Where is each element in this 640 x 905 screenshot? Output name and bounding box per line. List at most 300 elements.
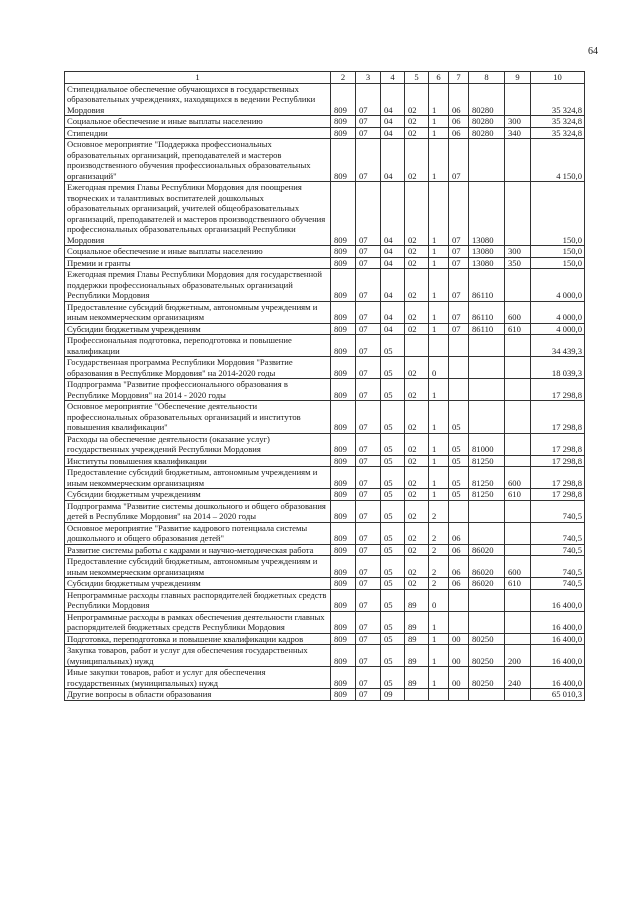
direction-code-cell: 86020 xyxy=(469,556,505,578)
subprogram-code-cell: 1 xyxy=(429,467,449,489)
expense-type-code-cell xyxy=(505,500,531,522)
ministry-code-cell: 809 xyxy=(331,357,356,379)
program-code-cell: 02 xyxy=(405,522,429,544)
subprogram-code-cell: 1 xyxy=(429,401,449,434)
program-code-cell: 02 xyxy=(405,467,429,489)
item-name-cell: Иные закупки товаров, работ и услуг для обеспечения государственных (муниципальных) нужд xyxy=(65,667,331,689)
amount-cell: 35 324,8 xyxy=(531,127,585,139)
subsection-code-cell: 04 xyxy=(381,139,405,182)
item-name-cell: Субсидии бюджетным учреждениям xyxy=(65,323,331,335)
ministry-code-cell: 809 xyxy=(331,379,356,401)
item-name-cell: Социальное обеспечение и иные выплаты населению xyxy=(65,246,331,258)
section-code-cell: 07 xyxy=(356,182,381,246)
section-code-cell: 07 xyxy=(356,116,381,128)
activity-code-cell: 06 xyxy=(449,83,469,116)
direction-code-cell xyxy=(469,689,505,701)
table-row xyxy=(65,257,585,269)
subprogram-code-cell xyxy=(429,335,449,357)
direction-code-cell: 13080 xyxy=(469,246,505,258)
activity-code-cell: 05 xyxy=(449,433,469,455)
item-name-cell: Институты повышения квалификации xyxy=(65,455,331,467)
expense-type-code-cell: 340 xyxy=(505,127,531,139)
table-row xyxy=(65,522,585,544)
amount-cell: 740,5 xyxy=(531,578,585,590)
subprogram-code-cell: 1 xyxy=(429,182,449,246)
table-row xyxy=(65,127,585,139)
subprogram-code-cell: 2 xyxy=(429,500,449,522)
expense-type-code-cell: 610 xyxy=(505,489,531,501)
ministry-code-cell: 809 xyxy=(331,323,356,335)
expense-type-code-cell xyxy=(505,379,531,401)
subsection-code-cell: 05 xyxy=(381,633,405,645)
activity-code-cell: 06 xyxy=(449,544,469,556)
expense-type-code-cell: 300 xyxy=(505,246,531,258)
amount-cell: 17 298,8 xyxy=(531,467,585,489)
subprogram-code-cell: 1 xyxy=(429,489,449,501)
subprogram-code-cell: 2 xyxy=(429,544,449,556)
direction-code-cell xyxy=(469,589,505,611)
table-row xyxy=(65,246,585,258)
program-code-cell: 02 xyxy=(405,269,429,302)
subprogram-code-cell: 1 xyxy=(429,645,449,667)
item-name-cell: Профессиональная подготовка, переподготовка и повышение квалификации xyxy=(65,335,331,357)
section-code-cell: 07 xyxy=(356,556,381,578)
item-name-cell: Подпрограмма "Развитие профессионального образования в Республике Мордовия" на 2014 - 2020 годы xyxy=(65,379,331,401)
section-code-cell: 07 xyxy=(356,544,381,556)
subsection-code-cell: 04 xyxy=(381,269,405,302)
table-row xyxy=(65,269,585,302)
subsection-code-cell: 05 xyxy=(381,335,405,357)
amount-cell: 17 298,8 xyxy=(531,455,585,467)
table-row xyxy=(65,556,585,578)
program-code-cell: 02 xyxy=(405,182,429,246)
program-code-cell: 89 xyxy=(405,589,429,611)
subprogram-code-cell: 2 xyxy=(429,556,449,578)
subsection-code-cell: 05 xyxy=(381,556,405,578)
amount-cell: 35 324,8 xyxy=(531,116,585,128)
ministry-code-cell: 809 xyxy=(331,116,356,128)
direction-code-cell xyxy=(469,500,505,522)
subsection-code-cell: 04 xyxy=(381,323,405,335)
amount-cell: 17 298,8 xyxy=(531,489,585,501)
table-row xyxy=(65,83,585,116)
header-cell: 2 xyxy=(331,72,356,84)
section-code-cell: 07 xyxy=(356,589,381,611)
activity-code-cell: 00 xyxy=(449,645,469,667)
activity-code-cell: 05 xyxy=(449,467,469,489)
activity-code-cell xyxy=(449,357,469,379)
direction-code-cell: 81250 xyxy=(469,489,505,501)
expense-type-code-cell: 240 xyxy=(505,667,531,689)
expense-type-code-cell xyxy=(505,689,531,701)
amount-cell: 34 439,3 xyxy=(531,335,585,357)
activity-code-cell: 07 xyxy=(449,257,469,269)
direction-code-cell: 81000 xyxy=(469,433,505,455)
direction-code-cell: 80280 xyxy=(469,127,505,139)
subsection-code-cell: 05 xyxy=(381,667,405,689)
section-code-cell: 07 xyxy=(356,489,381,501)
program-code-cell: 89 xyxy=(405,611,429,633)
direction-code-cell: 81250 xyxy=(469,467,505,489)
section-code-cell: 07 xyxy=(356,401,381,434)
ministry-code-cell: 809 xyxy=(331,689,356,701)
subprogram-code-cell: 1 xyxy=(429,127,449,139)
direction-code-cell: 86110 xyxy=(469,323,505,335)
ministry-code-cell: 809 xyxy=(331,269,356,302)
budget-table xyxy=(64,71,585,701)
header-cell: 1 xyxy=(65,72,331,84)
activity-code-cell xyxy=(449,689,469,701)
table-row xyxy=(65,379,585,401)
direction-code-cell: 13080 xyxy=(469,257,505,269)
amount-cell: 65 010,3 xyxy=(531,689,585,701)
expense-type-code-cell: 610 xyxy=(505,578,531,590)
program-code-cell: 89 xyxy=(405,645,429,667)
ministry-code-cell: 809 xyxy=(331,455,356,467)
ministry-code-cell: 809 xyxy=(331,433,356,455)
amount-cell: 35 324,8 xyxy=(531,83,585,116)
subsection-code-cell: 05 xyxy=(381,379,405,401)
section-code-cell: 07 xyxy=(356,455,381,467)
activity-code-cell: 00 xyxy=(449,633,469,645)
subsection-code-cell: 05 xyxy=(381,500,405,522)
table-row xyxy=(65,301,585,323)
expense-type-code-cell: 300 xyxy=(505,116,531,128)
amount-cell: 740,5 xyxy=(531,500,585,522)
program-code-cell: 89 xyxy=(405,667,429,689)
subsection-code-cell: 04 xyxy=(381,127,405,139)
direction-code-cell xyxy=(469,611,505,633)
activity-code-cell xyxy=(449,500,469,522)
direction-code-cell: 86110 xyxy=(469,301,505,323)
program-code-cell: 02 xyxy=(405,500,429,522)
section-code-cell: 07 xyxy=(356,645,381,667)
ministry-code-cell: 809 xyxy=(331,246,356,258)
program-code-cell: 02 xyxy=(405,116,429,128)
table-row xyxy=(65,611,585,633)
activity-code-cell: 05 xyxy=(449,401,469,434)
subsection-code-cell: 04 xyxy=(381,301,405,323)
activity-code-cell: 05 xyxy=(449,455,469,467)
subprogram-code-cell: 0 xyxy=(429,357,449,379)
section-code-cell: 07 xyxy=(356,335,381,357)
subsection-code-cell: 05 xyxy=(381,467,405,489)
ministry-code-cell: 809 xyxy=(331,489,356,501)
program-code-cell xyxy=(405,335,429,357)
expense-type-code-cell xyxy=(505,357,531,379)
subsection-code-cell: 05 xyxy=(381,401,405,434)
item-name-cell: Расходы на обеспечение деятельности (оказание услуг) государственных учреждений Республики Мордовия xyxy=(65,433,331,455)
ministry-code-cell: 809 xyxy=(331,667,356,689)
subsection-code-cell: 04 xyxy=(381,246,405,258)
header-cell: 9 xyxy=(505,72,531,84)
subsection-code-cell: 05 xyxy=(381,455,405,467)
header-cell: 8 xyxy=(469,72,505,84)
activity-code-cell xyxy=(449,589,469,611)
section-code-cell: 07 xyxy=(356,522,381,544)
ministry-code-cell: 809 xyxy=(331,467,356,489)
subprogram-code-cell: 1 xyxy=(429,257,449,269)
direction-code-cell xyxy=(469,139,505,182)
program-code-cell: 02 xyxy=(405,455,429,467)
header-cell: 4 xyxy=(381,72,405,84)
amount-cell: 740,5 xyxy=(531,544,585,556)
subprogram-code-cell: 1 xyxy=(429,667,449,689)
activity-code-cell: 07 xyxy=(449,246,469,258)
expense-type-code-cell xyxy=(505,611,531,633)
item-name-cell: Непрограммные расходы главных распорядителей бюджетных средств Республики Мордовия xyxy=(65,589,331,611)
ministry-code-cell: 809 xyxy=(331,401,356,434)
activity-code-cell xyxy=(449,379,469,401)
ministry-code-cell: 809 xyxy=(331,257,356,269)
ministry-code-cell: 809 xyxy=(331,127,356,139)
ministry-code-cell: 809 xyxy=(331,83,356,116)
program-code-cell: 02 xyxy=(405,379,429,401)
program-code-cell: 02 xyxy=(405,357,429,379)
expense-type-code-cell: 600 xyxy=(505,467,531,489)
subprogram-code-cell: 2 xyxy=(429,578,449,590)
activity-code-cell: 07 xyxy=(449,139,469,182)
direction-code-cell: 86110 xyxy=(469,269,505,302)
subsection-code-cell: 05 xyxy=(381,645,405,667)
table-row xyxy=(65,578,585,590)
activity-code-cell: 07 xyxy=(449,323,469,335)
section-code-cell: 07 xyxy=(356,357,381,379)
item-name-cell: Основное мероприятие "Развитие кадрового потенциала системы дошкольного и общего образования детей" xyxy=(65,522,331,544)
header-cell: 7 xyxy=(449,72,469,84)
subprogram-code-cell: 1 xyxy=(429,116,449,128)
amount-cell: 16 400,0 xyxy=(531,667,585,689)
direction-code-cell xyxy=(469,401,505,434)
direction-code-cell xyxy=(469,357,505,379)
item-name-cell: Подготовка, переподготовка и повышение квалификации кадров xyxy=(65,633,331,645)
subprogram-code-cell: 1 xyxy=(429,379,449,401)
section-code-cell: 07 xyxy=(356,633,381,645)
table-row xyxy=(65,182,585,246)
item-name-cell: Премии и гранты xyxy=(65,257,331,269)
ministry-code-cell: 809 xyxy=(331,182,356,246)
activity-code-cell: 07 xyxy=(449,269,469,302)
subsection-code-cell: 09 xyxy=(381,689,405,701)
amount-cell: 150,0 xyxy=(531,257,585,269)
program-code-cell: 02 xyxy=(405,127,429,139)
expense-type-code-cell: 600 xyxy=(505,556,531,578)
subprogram-code-cell: 1 xyxy=(429,269,449,302)
ministry-code-cell: 809 xyxy=(331,335,356,357)
item-name-cell: Основное мероприятие "Поддержка профессиональных образовательных организаций, преподавателей и мастеров производственного обучения профессиональных образовательных организаций" xyxy=(65,139,331,182)
expense-type-code-cell xyxy=(505,83,531,116)
table-row xyxy=(65,139,585,182)
table-row xyxy=(65,689,585,701)
program-code-cell: 02 xyxy=(405,301,429,323)
expense-type-code-cell xyxy=(505,522,531,544)
expense-type-code-cell xyxy=(505,182,531,246)
expense-type-code-cell: 610 xyxy=(505,323,531,335)
program-code-cell xyxy=(405,689,429,701)
program-code-cell: 02 xyxy=(405,139,429,182)
page-number: 64 xyxy=(588,46,598,57)
program-code-cell: 02 xyxy=(405,257,429,269)
activity-code-cell: 07 xyxy=(449,301,469,323)
amount-cell: 4 000,0 xyxy=(531,323,585,335)
item-name-cell: Другие вопросы в области образования xyxy=(65,689,331,701)
header-cell: 6 xyxy=(429,72,449,84)
item-name-cell: Ежегодная премия Главы Республики Мордовия для государственной поддержки профессиональных образовательных организаций Республики Мордовия xyxy=(65,269,331,302)
amount-cell: 150,0 xyxy=(531,246,585,258)
header-row xyxy=(65,72,585,84)
amount-cell: 150,0 xyxy=(531,182,585,246)
item-name-cell: Непрограммные расходы в рамках обеспечения деятельности главных распорядителей бюджетных средств Республики Мордовия xyxy=(65,611,331,633)
expense-type-code-cell xyxy=(505,269,531,302)
item-name-cell: Подпрограмма "Развитие системы дошкольного и общего образования детей в Республике Мордовия" на 2014 – 2020 годы xyxy=(65,500,331,522)
program-code-cell: 02 xyxy=(405,246,429,258)
activity-code-cell xyxy=(449,611,469,633)
item-name-cell: Государственная программа Республики Мордовия "Развитие образования в Республике Мордовия" на 2014-2020 годы xyxy=(65,357,331,379)
ministry-code-cell: 809 xyxy=(331,611,356,633)
item-name-cell: Стипендиальное обеспечение обучающихся в государственных образовательных учреждениях, находящихся в ведении Республики Мордовия xyxy=(65,83,331,116)
item-name-cell: Предоставление субсидий бюджетным, автономным учреждениям и иным некоммерческим организациям xyxy=(65,556,331,578)
item-name-cell: Предоставление субсидий бюджетным, автономным учреждениям и иным некоммерческим организациям xyxy=(65,467,331,489)
amount-cell: 18 039,3 xyxy=(531,357,585,379)
header-cell: 3 xyxy=(356,72,381,84)
expense-type-code-cell xyxy=(505,455,531,467)
subprogram-code-cell: 1 xyxy=(429,246,449,258)
activity-code-cell xyxy=(449,335,469,357)
table-row xyxy=(65,401,585,434)
section-code-cell: 07 xyxy=(356,433,381,455)
expense-type-code-cell xyxy=(505,401,531,434)
table-row xyxy=(65,467,585,489)
program-code-cell: 02 xyxy=(405,544,429,556)
section-code-cell: 07 xyxy=(356,127,381,139)
amount-cell: 740,5 xyxy=(531,556,585,578)
table-row xyxy=(65,645,585,667)
table-row xyxy=(65,589,585,611)
expense-type-code-cell: 600 xyxy=(505,301,531,323)
expense-type-code-cell xyxy=(505,433,531,455)
item-name-cell: Закупка товаров, работ и услуг для обеспечения государственных (муниципальных) нужд xyxy=(65,645,331,667)
activity-code-cell: 06 xyxy=(449,578,469,590)
ministry-code-cell: 809 xyxy=(331,633,356,645)
section-code-cell: 07 xyxy=(356,500,381,522)
direction-code-cell xyxy=(469,335,505,357)
table-row xyxy=(65,323,585,335)
program-code-cell: 89 xyxy=(405,633,429,645)
item-name-cell: Развитие системы работы с кадрами и научно-методическая работа xyxy=(65,544,331,556)
section-code-cell: 07 xyxy=(356,379,381,401)
subsection-code-cell: 04 xyxy=(381,116,405,128)
section-code-cell: 07 xyxy=(356,269,381,302)
section-code-cell: 07 xyxy=(356,689,381,701)
program-code-cell: 02 xyxy=(405,401,429,434)
subprogram-code-cell: 2 xyxy=(429,522,449,544)
activity-code-cell: 05 xyxy=(449,489,469,501)
section-code-cell: 07 xyxy=(356,257,381,269)
subprogram-code-cell: 0 xyxy=(429,589,449,611)
section-code-cell: 07 xyxy=(356,83,381,116)
subprogram-code-cell: 1 xyxy=(429,433,449,455)
table-row xyxy=(65,455,585,467)
subprogram-code-cell: 1 xyxy=(429,301,449,323)
table-row xyxy=(65,357,585,379)
ministry-code-cell: 809 xyxy=(331,544,356,556)
subsection-code-cell: 05 xyxy=(381,489,405,501)
section-code-cell: 07 xyxy=(356,301,381,323)
expense-type-code-cell xyxy=(505,139,531,182)
direction-code-cell: 80250 xyxy=(469,645,505,667)
expense-type-code-cell: 350 xyxy=(505,257,531,269)
subsection-code-cell: 04 xyxy=(381,182,405,246)
amount-cell: 4 150,0 xyxy=(531,139,585,182)
amount-cell: 4 000,0 xyxy=(531,269,585,302)
subsection-code-cell: 05 xyxy=(381,522,405,544)
subprogram-code-cell: 1 xyxy=(429,611,449,633)
item-name-cell: Ежегодная премия Главы Республики Мордовия для поощрения творческих и талантливых воспитателей дошкольных образовательных организаций, учителей общеобразовательных организаций, преподавателей и мастеров производственного обучения профессиональных образовательных организаций Республики Мордовия xyxy=(65,182,331,246)
direction-code-cell: 80250 xyxy=(469,667,505,689)
amount-cell: 16 400,0 xyxy=(531,589,585,611)
expense-type-code-cell xyxy=(505,544,531,556)
item-name-cell: Основное мероприятие "Обеспечение деятельности профессиональных образовательных организаций и институтов повышения квалификации" xyxy=(65,401,331,434)
amount-cell: 17 298,8 xyxy=(531,433,585,455)
expense-type-code-cell xyxy=(505,589,531,611)
ministry-code-cell: 809 xyxy=(331,139,356,182)
activity-code-cell: 06 xyxy=(449,127,469,139)
expense-type-code-cell: 200 xyxy=(505,645,531,667)
activity-code-cell: 06 xyxy=(449,116,469,128)
subsection-code-cell: 05 xyxy=(381,589,405,611)
subsection-code-cell: 05 xyxy=(381,357,405,379)
section-code-cell: 07 xyxy=(356,467,381,489)
table-row xyxy=(65,544,585,556)
amount-cell: 740,5 xyxy=(531,522,585,544)
section-code-cell: 07 xyxy=(356,578,381,590)
amount-cell: 16 400,0 xyxy=(531,645,585,667)
program-code-cell: 02 xyxy=(405,556,429,578)
expense-type-code-cell xyxy=(505,335,531,357)
subprogram-code-cell: 1 xyxy=(429,455,449,467)
table-row xyxy=(65,116,585,128)
ministry-code-cell: 809 xyxy=(331,522,356,544)
section-code-cell: 07 xyxy=(356,323,381,335)
subprogram-code-cell: 1 xyxy=(429,323,449,335)
section-code-cell: 07 xyxy=(356,139,381,182)
direction-code-cell: 80250 xyxy=(469,633,505,645)
table-row xyxy=(65,335,585,357)
subprogram-code-cell xyxy=(429,689,449,701)
ministry-code-cell: 809 xyxy=(331,578,356,590)
header-cell: 10 xyxy=(531,72,585,84)
ministry-code-cell: 809 xyxy=(331,301,356,323)
section-code-cell: 07 xyxy=(356,246,381,258)
direction-code-cell xyxy=(469,379,505,401)
direction-code-cell: 86020 xyxy=(469,544,505,556)
direction-code-cell xyxy=(469,522,505,544)
ministry-code-cell: 809 xyxy=(331,645,356,667)
direction-code-cell: 80280 xyxy=(469,83,505,116)
activity-code-cell: 06 xyxy=(449,556,469,578)
expense-type-code-cell xyxy=(505,633,531,645)
subprogram-code-cell: 1 xyxy=(429,633,449,645)
activity-code-cell: 06 xyxy=(449,522,469,544)
program-code-cell: 02 xyxy=(405,578,429,590)
section-code-cell: 07 xyxy=(356,667,381,689)
program-code-cell: 02 xyxy=(405,323,429,335)
item-name-cell: Субсидии бюджетным учреждениям xyxy=(65,489,331,501)
ministry-code-cell: 809 xyxy=(331,589,356,611)
amount-cell: 17 298,8 xyxy=(531,379,585,401)
ministry-code-cell: 809 xyxy=(331,500,356,522)
activity-code-cell: 00 xyxy=(449,667,469,689)
